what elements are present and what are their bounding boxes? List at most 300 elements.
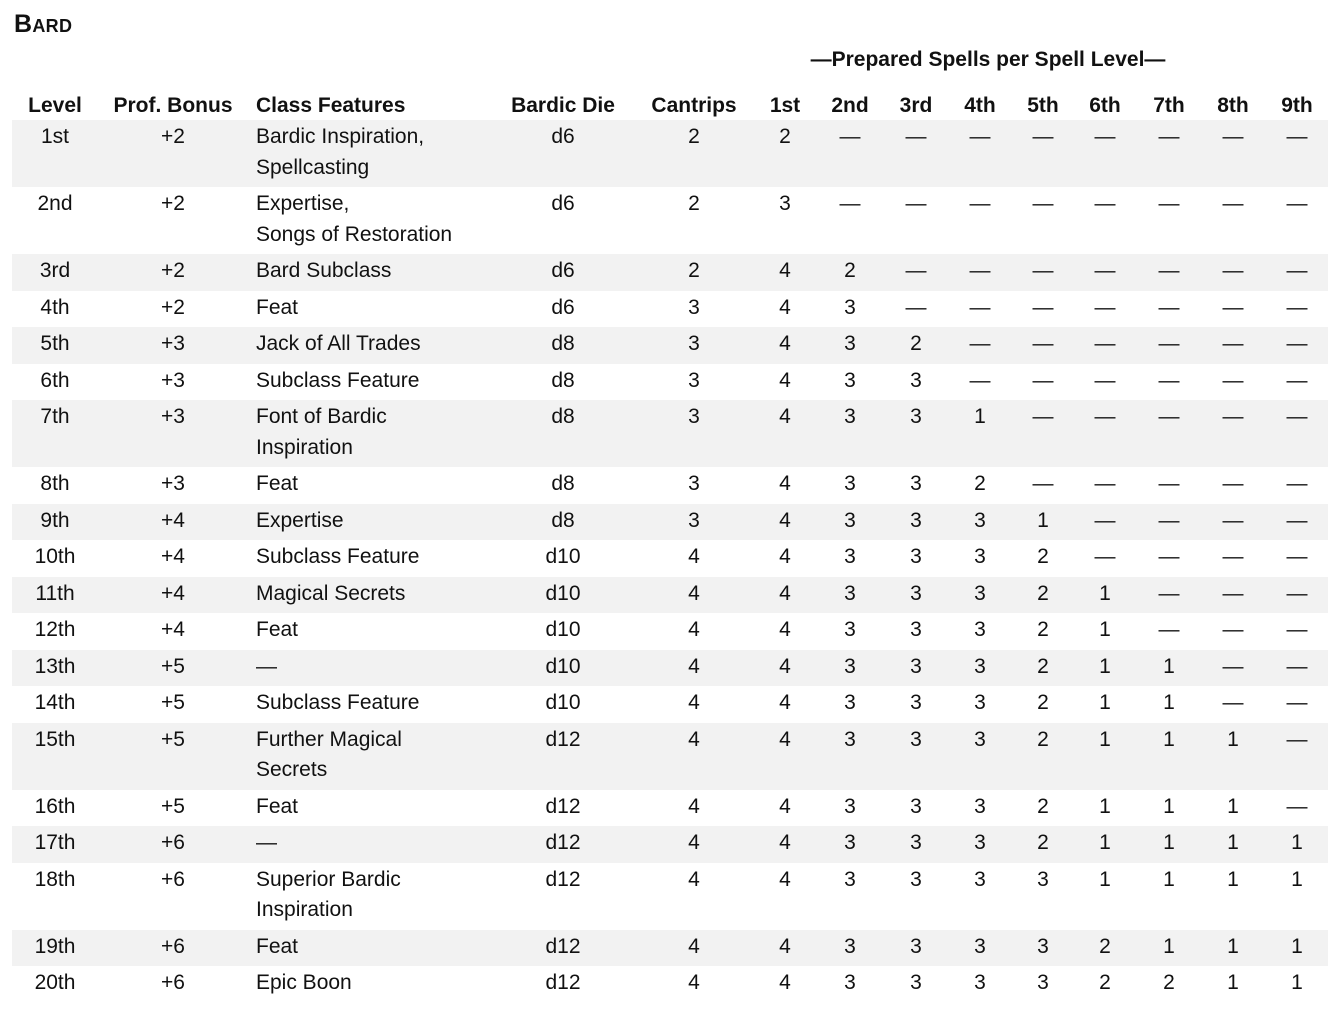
spell-slots-3rd-cell: 3: [886, 790, 946, 827]
header-spell-level-7: 7th: [1153, 94, 1185, 117]
table-row: [12, 863, 1328, 930]
spell-slots-7th-cell: —: [1138, 400, 1200, 467]
spell-slots-1st-cell: 4: [756, 686, 814, 723]
spell-slots-2nd-cell: 3: [814, 327, 886, 364]
spell-slots-7th-cell: 1: [1138, 863, 1200, 930]
spell-slots-6th-cell: —: [1072, 504, 1138, 541]
spell-slots-4th-cell: —: [946, 364, 1014, 401]
cantrips-cell: 3: [632, 400, 756, 467]
spell-slots-1st-cell: 4: [756, 400, 814, 467]
spell-slots-5th-cell: 1: [1014, 504, 1072, 541]
header-spell-level-2: 2nd: [831, 94, 869, 117]
prof-bonus-cell: +4: [98, 504, 248, 541]
cantrips-cell: 2: [632, 187, 756, 254]
spell-slots-6th-cell: 1: [1072, 790, 1138, 827]
spell-slots-2nd-cell: 3: [814, 966, 886, 1003]
spell-slots-7th-cell: 1: [1138, 790, 1200, 827]
prof-bonus-cell: +4: [98, 577, 248, 614]
header-spell-level-5: 5th: [1027, 94, 1059, 117]
spell-slots-7th-cell: —: [1138, 540, 1200, 577]
level-cell: 4th: [12, 291, 98, 328]
spell-slots-1st-cell: 4: [756, 790, 814, 827]
spell-slots-3rd-cell: —: [886, 120, 946, 187]
spell-slots-7th-cell: 1: [1138, 723, 1200, 790]
bardic-die-cell: d12: [494, 966, 632, 1003]
spell-slots-4th-cell: 3: [946, 686, 1014, 723]
prof-bonus-cell: +4: [98, 540, 248, 577]
spell-slots-4th-cell: 3: [946, 863, 1014, 930]
cantrips-cell: 3: [632, 364, 756, 401]
class-features-cell: Bard Subclass: [248, 254, 494, 291]
table-row: [12, 291, 1328, 328]
level-cell: 1st: [12, 120, 98, 187]
spell-slots-2nd-cell: 3: [814, 790, 886, 827]
spell-slots-4th-cell: 3: [946, 723, 1014, 790]
table-row: [12, 723, 1328, 790]
spell-slots-1st-cell: 4: [756, 504, 814, 541]
bardic-die-cell: d10: [494, 650, 632, 687]
bardic-die-cell: d8: [494, 467, 632, 504]
spell-slots-3rd-cell: 3: [886, 723, 946, 790]
spell-slots-7th-cell: —: [1138, 291, 1200, 328]
spell-slots-7th-cell: —: [1138, 504, 1200, 541]
spell-slots-8th-cell: 1: [1200, 930, 1266, 967]
spell-slots-3rd-cell: 3: [886, 540, 946, 577]
spell-slots-8th-cell: —: [1200, 364, 1266, 401]
bardic-die-cell: d6: [494, 254, 632, 291]
spell-slots-5th-cell: —: [1014, 291, 1072, 328]
spell-slots-4th-cell: —: [946, 187, 1014, 254]
spell-slots-8th-cell: —: [1200, 327, 1266, 364]
spell-slots-4th-cell: 1: [946, 400, 1014, 467]
spell-slots-7th-cell: —: [1138, 254, 1200, 291]
bardic-die-cell: d6: [494, 120, 632, 187]
spell-slots-3rd-cell: 3: [886, 577, 946, 614]
bardic-die-cell: d8: [494, 504, 632, 541]
table-row: [12, 613, 1328, 650]
spell-slots-6th-cell: 2: [1072, 966, 1138, 1003]
spell-slots-3rd-cell: 3: [886, 826, 946, 863]
spell-slots-7th-cell: —: [1138, 577, 1200, 614]
bardic-die-cell: d12: [494, 863, 632, 930]
spell-slots-7th-cell: 1: [1138, 686, 1200, 723]
table-row: [12, 577, 1328, 614]
spell-slots-4th-cell: —: [946, 254, 1014, 291]
spell-slots-2nd-cell: 3: [814, 467, 886, 504]
spell-slots-1st-cell: 4: [756, 364, 814, 401]
cantrips-cell: 4: [632, 966, 756, 1003]
header-prof-bonus: Prof. Bonus: [113, 94, 233, 117]
spell-slots-9th-cell: —: [1266, 577, 1328, 614]
spell-slots-8th-cell: —: [1200, 254, 1266, 291]
prof-bonus-cell: +5: [98, 723, 248, 790]
spell-slots-7th-cell: —: [1138, 613, 1200, 650]
spell-slots-5th-cell: —: [1014, 254, 1072, 291]
class-features-cell: Subclass Feature: [248, 364, 494, 401]
class-features-cell: —: [248, 650, 494, 687]
bardic-die-cell: d12: [494, 723, 632, 790]
spell-slots-1st-cell: 4: [756, 966, 814, 1003]
cantrips-cell: 2: [632, 120, 756, 187]
level-cell: 14th: [12, 686, 98, 723]
prof-bonus-cell: +6: [98, 863, 248, 930]
spell-slots-8th-cell: —: [1200, 467, 1266, 504]
header-spell-level-8: 8th: [1217, 94, 1249, 117]
spell-slots-7th-cell: —: [1138, 120, 1200, 187]
spell-slots-8th-cell: —: [1200, 187, 1266, 254]
spell-slots-1st-cell: 4: [756, 540, 814, 577]
spell-slots-8th-cell: 1: [1200, 826, 1266, 863]
spell-slots-2nd-cell: 3: [814, 930, 886, 967]
prof-bonus-cell: +3: [98, 400, 248, 467]
spell-slots-2nd-cell: 3: [814, 826, 886, 863]
spell-slots-2nd-cell: 3: [814, 577, 886, 614]
spell-slots-3rd-cell: 3: [886, 863, 946, 930]
spell-slots-4th-cell: 3: [946, 613, 1014, 650]
table-row: [12, 930, 1328, 967]
prof-bonus-cell: +5: [98, 790, 248, 827]
cantrips-cell: 4: [632, 686, 756, 723]
spell-slots-6th-cell: —: [1072, 187, 1138, 254]
spell-slots-3rd-cell: 3: [886, 400, 946, 467]
spell-slots-5th-cell: —: [1014, 400, 1072, 467]
level-cell: 7th: [12, 400, 98, 467]
spell-slots-9th-cell: —: [1266, 504, 1328, 541]
level-cell: 19th: [12, 930, 98, 967]
spell-slots-1st-cell: 4: [756, 327, 814, 364]
prof-bonus-cell: +6: [98, 966, 248, 1003]
class-features-cell: Feat: [248, 790, 494, 827]
table-row: [12, 120, 1328, 187]
spell-slots-8th-cell: —: [1200, 613, 1266, 650]
spell-slots-1st-cell: 4: [756, 650, 814, 687]
header-spell-level-3: 3rd: [899, 94, 933, 117]
spell-slots-3rd-cell: —: [886, 291, 946, 328]
table-header: [12, 84, 1328, 120]
spell-slots-9th-cell: —: [1266, 364, 1328, 401]
table-row: [12, 327, 1328, 364]
spell-slots-8th-cell: —: [1200, 400, 1266, 467]
prof-bonus-cell: +3: [98, 467, 248, 504]
spell-slots-4th-cell: 3: [946, 826, 1014, 863]
cantrips-cell: 4: [632, 613, 756, 650]
spell-slots-8th-cell: 1: [1200, 863, 1266, 930]
prof-bonus-cell: +2: [98, 187, 248, 254]
spell-slots-1st-cell: 4: [756, 930, 814, 967]
spell-slots-6th-cell: —: [1072, 364, 1138, 401]
spell-slots-5th-cell: 2: [1014, 826, 1072, 863]
spell-slots-5th-cell: —: [1014, 467, 1072, 504]
spell-slots-7th-cell: —: [1138, 364, 1200, 401]
spell-slots-6th-cell: 1: [1072, 577, 1138, 614]
spell-slots-8th-cell: 1: [1200, 723, 1266, 790]
spell-slots-2nd-cell: 3: [814, 504, 886, 541]
spell-slots-4th-cell: —: [946, 291, 1014, 328]
bardic-die-cell: d10: [494, 540, 632, 577]
bardic-die-cell: d6: [494, 187, 632, 254]
spell-slots-3rd-cell: —: [886, 187, 946, 254]
spell-slots-3rd-cell: 3: [886, 364, 946, 401]
spell-slots-9th-cell: —: [1266, 686, 1328, 723]
spell-slots-6th-cell: 1: [1072, 613, 1138, 650]
spell-slots-2nd-cell: 3: [814, 400, 886, 467]
level-cell: 8th: [12, 467, 98, 504]
class-features-cell: Expertise: [248, 504, 494, 541]
spell-slots-2nd-cell: 3: [814, 650, 886, 687]
table-body: [12, 120, 1328, 1003]
cantrips-cell: 4: [632, 826, 756, 863]
cantrips-cell: 3: [632, 327, 756, 364]
spell-slots-5th-cell: 3: [1014, 930, 1072, 967]
level-cell: 2nd: [12, 187, 98, 254]
level-cell: 15th: [12, 723, 98, 790]
spell-slots-8th-cell: —: [1200, 504, 1266, 541]
spell-slots-7th-cell: —: [1138, 467, 1200, 504]
class-features-cell: Subclass Feature: [248, 686, 494, 723]
spell-slots-8th-cell: —: [1200, 650, 1266, 687]
header-spell-level-6: 6th: [1089, 94, 1121, 117]
level-cell: 11th: [12, 577, 98, 614]
spell-slots-9th-cell: —: [1266, 291, 1328, 328]
class-features-cell: Font of Bardic Inspiration: [248, 400, 494, 467]
spell-slots-7th-cell: 1: [1138, 826, 1200, 863]
spell-slots-3rd-cell: 3: [886, 613, 946, 650]
table-row: [12, 400, 1328, 467]
spell-slots-4th-cell: 3: [946, 966, 1014, 1003]
level-cell: 13th: [12, 650, 98, 687]
bardic-die-cell: d6: [494, 291, 632, 328]
spell-slots-9th-cell: —: [1266, 120, 1328, 187]
spell-slots-9th-cell: —: [1266, 613, 1328, 650]
class-features-cell: Epic Boon: [248, 966, 494, 1003]
table-row: [12, 187, 1328, 254]
table-row: [12, 504, 1328, 541]
class-features-cell: Feat: [248, 467, 494, 504]
level-cell: 9th: [12, 504, 98, 541]
prof-bonus-cell: +5: [98, 686, 248, 723]
table-row: [12, 790, 1328, 827]
class-features-cell: Further Magical Secrets: [248, 723, 494, 790]
spell-slots-5th-cell: 3: [1014, 966, 1072, 1003]
spell-slots-6th-cell: 1: [1072, 826, 1138, 863]
spell-slots-6th-cell: —: [1072, 327, 1138, 364]
spell-slots-3rd-cell: 3: [886, 686, 946, 723]
spell-slots-5th-cell: 2: [1014, 613, 1072, 650]
level-cell: 17th: [12, 826, 98, 863]
prof-bonus-cell: +2: [98, 291, 248, 328]
spell-slots-6th-cell: 1: [1072, 650, 1138, 687]
spell-slots-8th-cell: —: [1200, 686, 1266, 723]
spell-slots-5th-cell: 2: [1014, 686, 1072, 723]
header-spell-level-4: 4th: [964, 94, 996, 117]
spell-slots-3rd-cell: 3: [886, 504, 946, 541]
class-features-cell: Expertise, Songs of Restoration: [248, 187, 494, 254]
spell-slots-9th-cell: —: [1266, 254, 1328, 291]
bardic-die-cell: d8: [494, 400, 632, 467]
spell-slots-5th-cell: 2: [1014, 790, 1072, 827]
cantrips-cell: 4: [632, 723, 756, 790]
cantrips-cell: 4: [632, 540, 756, 577]
spell-slots-7th-cell: 2: [1138, 966, 1200, 1003]
class-features-cell: Superior Bardic Inspiration: [248, 863, 494, 930]
cantrips-cell: 3: [632, 504, 756, 541]
bardic-die-cell: d8: [494, 327, 632, 364]
class-features-cell: Magical Secrets: [248, 577, 494, 614]
bardic-die-cell: d10: [494, 577, 632, 614]
spell-slots-7th-cell: 1: [1138, 930, 1200, 967]
class-features-cell: Feat: [248, 291, 494, 328]
spell-slots-6th-cell: —: [1072, 254, 1138, 291]
spell-slots-1st-cell: 4: [756, 826, 814, 863]
spell-slots-3rd-cell: 3: [886, 930, 946, 967]
prof-bonus-cell: +3: [98, 327, 248, 364]
table-row: [12, 826, 1328, 863]
spell-slots-6th-cell: —: [1072, 467, 1138, 504]
spell-slots-1st-cell: 4: [756, 863, 814, 930]
class-features-cell: —: [248, 826, 494, 863]
spell-slots-2nd-cell: 3: [814, 686, 886, 723]
spell-slots-4th-cell: —: [946, 120, 1014, 187]
header-bardic-die: Bardic Die: [511, 94, 615, 117]
spell-slots-2nd-cell: 3: [814, 540, 886, 577]
prof-bonus-cell: +6: [98, 826, 248, 863]
spell-slots-6th-cell: —: [1072, 291, 1138, 328]
spell-slots-8th-cell: 1: [1200, 966, 1266, 1003]
spell-slots-5th-cell: 2: [1014, 723, 1072, 790]
table-row: [12, 686, 1328, 723]
bardic-die-cell: d8: [494, 364, 632, 401]
spell-slots-9th-cell: —: [1266, 400, 1328, 467]
spell-slots-2nd-cell: —: [814, 120, 886, 187]
spell-slots-4th-cell: 3: [946, 577, 1014, 614]
spell-slots-6th-cell: —: [1072, 540, 1138, 577]
class-features-cell: Subclass Feature: [248, 540, 494, 577]
level-cell: 10th: [12, 540, 98, 577]
spell-slots-5th-cell: —: [1014, 120, 1072, 187]
spell-slots-2nd-cell: 2: [814, 254, 886, 291]
table-row: [12, 467, 1328, 504]
spell-slots-5th-cell: 2: [1014, 650, 1072, 687]
spell-slots-4th-cell: 3: [946, 650, 1014, 687]
cantrips-cell: 4: [632, 863, 756, 930]
cantrips-cell: 4: [632, 790, 756, 827]
class-features-cell: Feat: [248, 613, 494, 650]
spell-slots-1st-cell: 4: [756, 467, 814, 504]
spell-slots-4th-cell: 3: [946, 504, 1014, 541]
spell-slots-9th-cell: —: [1266, 327, 1328, 364]
table-row: [12, 254, 1328, 291]
spell-slots-7th-cell: —: [1138, 187, 1200, 254]
class-features-cell: Feat: [248, 930, 494, 967]
spell-slots-8th-cell: —: [1200, 540, 1266, 577]
spell-slots-9th-cell: —: [1266, 723, 1328, 790]
spell-slots-1st-cell: 4: [756, 577, 814, 614]
level-cell: 12th: [12, 613, 98, 650]
spell-slots-6th-cell: 1: [1072, 863, 1138, 930]
spell-slots-1st-cell: 4: [756, 723, 814, 790]
spell-slots-5th-cell: —: [1014, 187, 1072, 254]
bard-progression-table: [12, 84, 1328, 1003]
spell-slots-1st-cell: 3: [756, 187, 814, 254]
table-row: [12, 650, 1328, 687]
spell-slots-9th-cell: 1: [1266, 826, 1328, 863]
level-cell: 5th: [12, 327, 98, 364]
prof-bonus-cell: +3: [98, 364, 248, 401]
prof-bonus-cell: +4: [98, 613, 248, 650]
prof-bonus-cell: +5: [98, 650, 248, 687]
spell-slots-6th-cell: 1: [1072, 723, 1138, 790]
spell-slots-8th-cell: —: [1200, 577, 1266, 614]
spell-slots-4th-cell: 3: [946, 930, 1014, 967]
spell-slots-4th-cell: —: [946, 327, 1014, 364]
spell-slots-5th-cell: 2: [1014, 577, 1072, 614]
spell-slots-9th-cell: 1: [1266, 863, 1328, 930]
spell-slots-1st-cell: 4: [756, 254, 814, 291]
level-cell: 3rd: [12, 254, 98, 291]
spell-slots-4th-cell: 2: [946, 467, 1014, 504]
spell-slots-5th-cell: —: [1014, 364, 1072, 401]
spell-slots-2nd-cell: 3: [814, 863, 886, 930]
spell-slots-1st-cell: 4: [756, 613, 814, 650]
cantrips-cell: 4: [632, 930, 756, 967]
cantrips-cell: 4: [632, 650, 756, 687]
spell-slots-1st-cell: 2: [756, 120, 814, 187]
bardic-die-cell: d12: [494, 826, 632, 863]
spell-slots-3rd-cell: 2: [886, 327, 946, 364]
spell-slots-6th-cell: 2: [1072, 930, 1138, 967]
header-spell-level-1: 1st: [769, 94, 801, 117]
spell-slots-group-header: —Prepared Spells per Spell Level—: [810, 48, 1166, 71]
spell-slots-7th-cell: 1: [1138, 650, 1200, 687]
bardic-die-cell: d12: [494, 930, 632, 967]
prof-bonus-cell: +2: [98, 120, 248, 187]
spell-slots-8th-cell: —: [1200, 120, 1266, 187]
prof-bonus-cell: +2: [98, 254, 248, 291]
spell-slots-5th-cell: —: [1014, 327, 1072, 364]
level-cell: 18th: [12, 863, 98, 930]
spell-slots-4th-cell: 3: [946, 790, 1014, 827]
table-title: Bard: [14, 10, 73, 38]
class-features-cell: Jack of All Trades: [248, 327, 494, 364]
header-row: [12, 84, 1328, 120]
header-class-features: Class Features: [256, 94, 406, 117]
header-level: Level: [28, 94, 82, 117]
spell-slots-9th-cell: —: [1266, 540, 1328, 577]
spell-slots-9th-cell: 1: [1266, 930, 1328, 967]
class-features-cell: Bardic Inspiration, Spellcasting: [248, 120, 494, 187]
level-cell: 20th: [12, 966, 98, 1003]
bardic-die-cell: d12: [494, 790, 632, 827]
spell-slots-8th-cell: 1: [1200, 790, 1266, 827]
spell-slots-6th-cell: 1: [1072, 686, 1138, 723]
spell-slots-2nd-cell: 3: [814, 291, 886, 328]
spell-slots-3rd-cell: 3: [886, 467, 946, 504]
bardic-die-cell: d10: [494, 613, 632, 650]
cantrips-cell: 3: [632, 291, 756, 328]
level-cell: 6th: [12, 364, 98, 401]
spell-slots-9th-cell: —: [1266, 467, 1328, 504]
spell-slots-3rd-cell: 3: [886, 966, 946, 1003]
spell-slots-5th-cell: 2: [1014, 540, 1072, 577]
cantrips-cell: 4: [632, 577, 756, 614]
spell-slots-2nd-cell: 3: [814, 613, 886, 650]
table-row: [12, 966, 1328, 1003]
bardic-die-cell: d10: [494, 686, 632, 723]
spell-slots-8th-cell: —: [1200, 291, 1266, 328]
spell-slots-4th-cell: 3: [946, 540, 1014, 577]
table-row: [12, 540, 1328, 577]
header-spell-level-9: 9th: [1281, 94, 1313, 117]
